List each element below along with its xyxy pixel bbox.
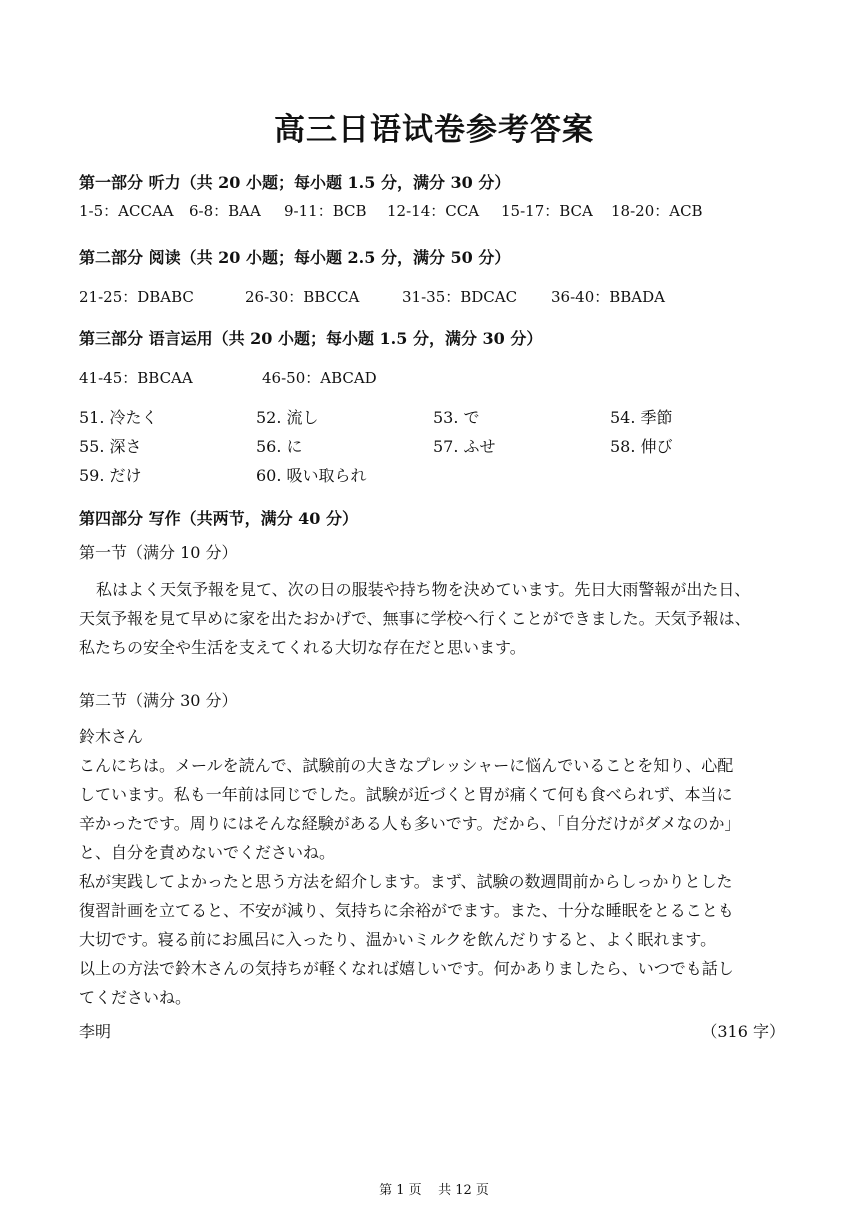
letter-line: 以上の方法で鈴木さんの気持ちが軽くなれば嬉しいです。何かありましたら、いつでも話し	[79, 959, 734, 978]
answer-group: 1-5：ACCAA	[79, 202, 174, 220]
answer-group: 12-14：CCA	[387, 202, 480, 220]
page-title: 高三日语试卷参考答案	[274, 112, 594, 148]
answer-group: 26-30：BBCCA	[245, 288, 360, 306]
letter-line: と、自分を責めないでくださいね。	[79, 843, 336, 862]
part2-heading: 第二部分 阅读（共 20 小题；每小题 2.5 分，满分 50 分）	[79, 248, 511, 267]
letter-greeting: 鈴木さん	[79, 727, 144, 746]
fill-answer: 55. 深さ	[79, 437, 142, 456]
fill-in-answers	[79, 402, 787, 489]
answer-group: 31-35：BDCAC	[402, 288, 518, 306]
fill-answer: 53. で	[433, 408, 480, 427]
answer-group: 18-20：ACB	[611, 202, 703, 220]
answer-group: 41-45：BBCAA	[79, 369, 193, 387]
letter-line: しています。私も一年前は同じでした。試験が近づくと胃が痛くて何も食べられず、本当に	[79, 785, 733, 804]
answer-group: 6-8：BAA	[189, 202, 261, 220]
signature: 李明	[79, 1022, 112, 1041]
fill-row	[79, 460, 787, 489]
answer-group: 21-25：DBABC	[79, 288, 194, 306]
letter-line: 復習計画を立てると、不安が減り、気持ちに余裕がでます。また、十分な睡眠をとることも	[79, 901, 734, 920]
essay-line: 私はよく天気予報を見て、次の日の服装や持ち物を決めています。先日大雨警報が出た日、	[96, 580, 751, 599]
letter-line: 大切です。寝る前にお風呂に入ったり、温かいミルクを飲んだりすると、よく眠れます。	[79, 930, 717, 949]
part2-answers	[79, 286, 665, 307]
answer-group: 46-50：ABCAD	[262, 369, 377, 387]
part1-answers	[79, 200, 703, 221]
letter-line: 私が実践してよかったと思う方法を紹介します。まず、試験の数週間前からしっかりとした	[79, 872, 733, 891]
answer-group: 9-11：BCB	[284, 202, 367, 220]
essay-line: 天気予報を見て早めに家を出たおかげで、無事に学校へ行くことができました。天気予報は、	[79, 609, 751, 628]
letter-line: 辛かったです。周りにはそんな経験がある人も多いです。だから、「自分だけがダメなのか」	[79, 814, 741, 833]
fill-answer: 56. に	[256, 437, 303, 456]
part3-heading: 第三部分 语言运用（共 20 小题；每小题 1.5 分，满分 30 分）	[79, 329, 543, 348]
fill-answer: 52. 流し	[256, 408, 319, 427]
section2-heading: 第二节（满分 30 分）	[79, 691, 238, 710]
answer-group: 15-17：BCA	[501, 202, 593, 220]
section1-essay	[79, 575, 791, 662]
fill-answer: 57. ふせ	[433, 437, 496, 456]
part4-heading: 第四部分 写作（共两节，满分 40 分）	[79, 509, 358, 528]
section1-heading: 第一节（满分 10 分）	[79, 543, 238, 562]
letter-line: こんにちは。メールを読んで、試験前の大きなプレッシャーに悩んでいることを知り、心配	[79, 756, 734, 775]
part1-heading: 第一部分 听力（共 20 小题；每小题 1.5 分，满分 30 分）	[79, 173, 511, 192]
char-count: （316 字）	[701, 1022, 785, 1041]
fill-answer: 54. 季節	[610, 408, 673, 427]
fill-answer: 58. 伸び	[610, 437, 673, 456]
part3-answers	[79, 367, 377, 388]
section2-letter	[79, 722, 791, 1012]
fill-answer: 59. だけ	[79, 466, 142, 485]
answer-group: 36-40：BBADA	[551, 288, 665, 306]
essay-line: 私たちの安全や生活を支えてくれる大切な存在だと思います。	[79, 638, 526, 657]
fill-row	[79, 431, 787, 460]
fill-answer: 51. 冷たく	[79, 408, 158, 427]
fill-answer: 60. 吸い取られ	[256, 466, 367, 485]
signature-row	[79, 1019, 785, 1042]
letter-line: てくださいね。	[79, 988, 192, 1007]
page-footer: 第 1 页 共 12 页	[379, 1183, 489, 1198]
fill-row	[79, 402, 787, 431]
